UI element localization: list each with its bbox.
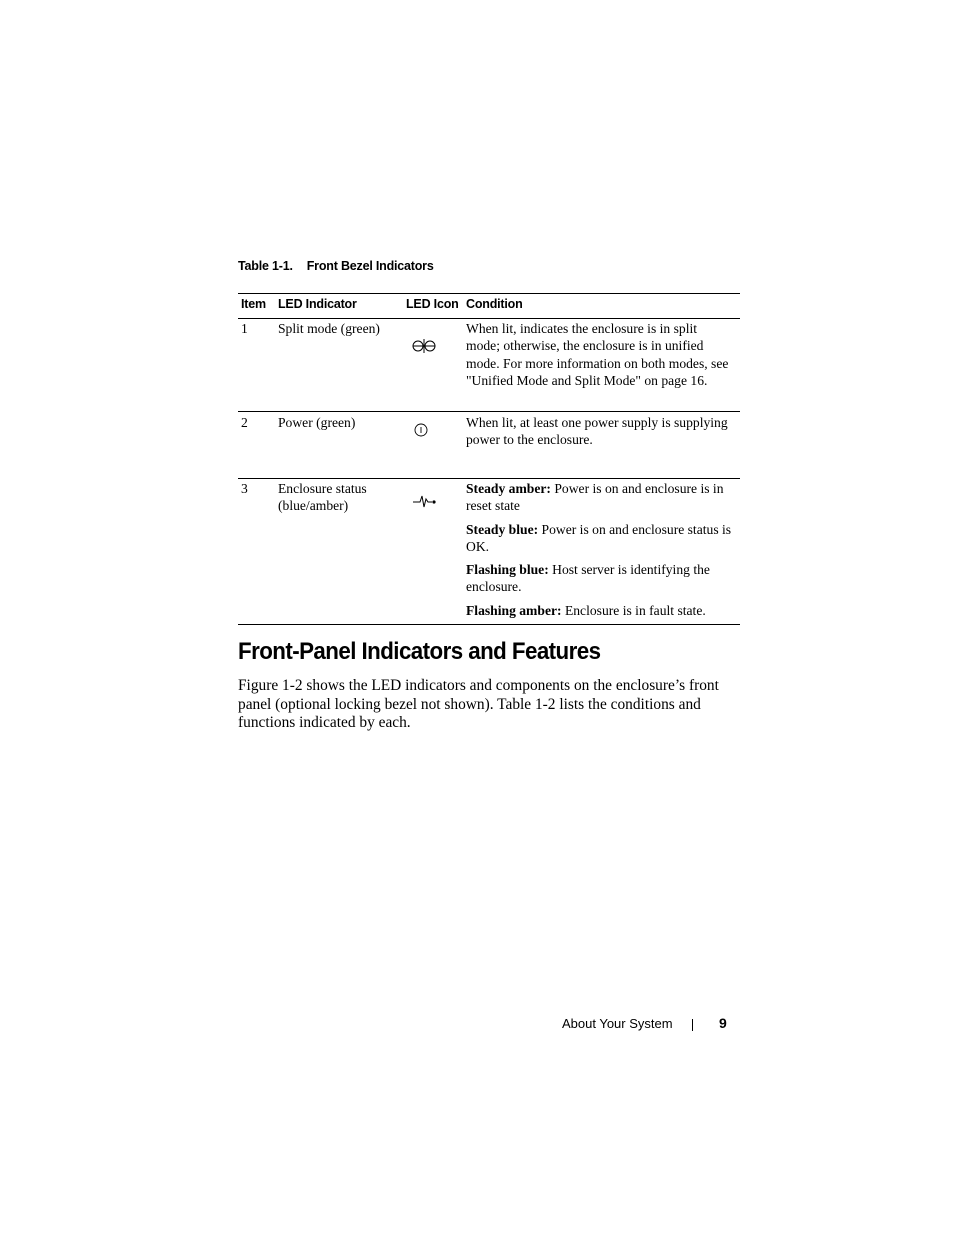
front-bezel-indicators-table bbox=[238, 293, 740, 625]
row-led-indicator: Split mode (green) bbox=[278, 321, 380, 336]
power-icon bbox=[414, 423, 428, 437]
header-led-icon: LED Icon bbox=[406, 297, 459, 311]
condition-flashing-amber bbox=[466, 602, 734, 619]
row-item-number: 3 bbox=[241, 481, 248, 496]
table-bottom-rule bbox=[238, 624, 740, 625]
condition-text: Power is on and enclosure status is OK. bbox=[466, 521, 732, 554]
section-heading: Front-Panel Indicators and Features bbox=[238, 638, 601, 665]
table-label: Table 1-1. bbox=[238, 259, 293, 273]
condition-text: Power is on and enclosure is in reset state bbox=[466, 481, 724, 514]
condition-text: Host server is identifying the enclosure. bbox=[466, 562, 710, 595]
header-bottom-rule bbox=[238, 318, 740, 319]
table-top-rule bbox=[238, 293, 740, 294]
header-condition: Condition bbox=[466, 297, 523, 311]
row-divider bbox=[238, 411, 740, 412]
header-led-indicator: LED Indicator bbox=[278, 297, 357, 311]
row-divider bbox=[238, 478, 740, 479]
table-caption bbox=[238, 259, 434, 273]
row-condition-list bbox=[466, 480, 734, 625]
condition-steady-amber bbox=[466, 480, 734, 515]
split-mode-icon bbox=[412, 339, 436, 353]
row-led-indicator: Power (green) bbox=[278, 415, 356, 430]
condition-label: Steady amber: bbox=[466, 481, 551, 496]
row-item-number: 2 bbox=[241, 415, 248, 430]
condition-label: Steady blue: bbox=[466, 521, 539, 537]
header-item: Item bbox=[241, 297, 266, 311]
row-condition: When lit, indicates the enclosure is in split mode; otherwise, the enclosure is in unified mode. For more information on both modes, see "Unified Mode and Split Mode" on page 16. bbox=[466, 321, 729, 388]
row-led-indicator: Enclosure status (blue/amber) bbox=[278, 481, 367, 514]
row-item-number: 1 bbox=[241, 321, 248, 336]
enclosure-status-icon bbox=[413, 493, 437, 509]
condition-label: Flashing blue: bbox=[466, 562, 549, 578]
condition-text: Enclosure is in fault state. bbox=[564, 602, 706, 618]
section-body-text: Figure 1-2 shows the LED indicators and components on the enclosure’s front panel (optional locking bezel not shown). Table 1-2 lists the conditions and functions indicated by each. bbox=[238, 677, 719, 732]
condition-flashing-blue bbox=[466, 561, 734, 596]
footer-divider bbox=[692, 1019, 693, 1031]
condition-steady-blue bbox=[466, 521, 734, 556]
footer-section-title: About Your System bbox=[562, 1016, 673, 1031]
page-number: 9 bbox=[719, 1015, 727, 1031]
table-title: Front Bezel Indicators bbox=[306, 259, 434, 273]
row-condition: When lit, at least one power supply is supplying power to the enclosure. bbox=[466, 415, 728, 448]
condition-label: Flashing amber: bbox=[466, 602, 562, 618]
